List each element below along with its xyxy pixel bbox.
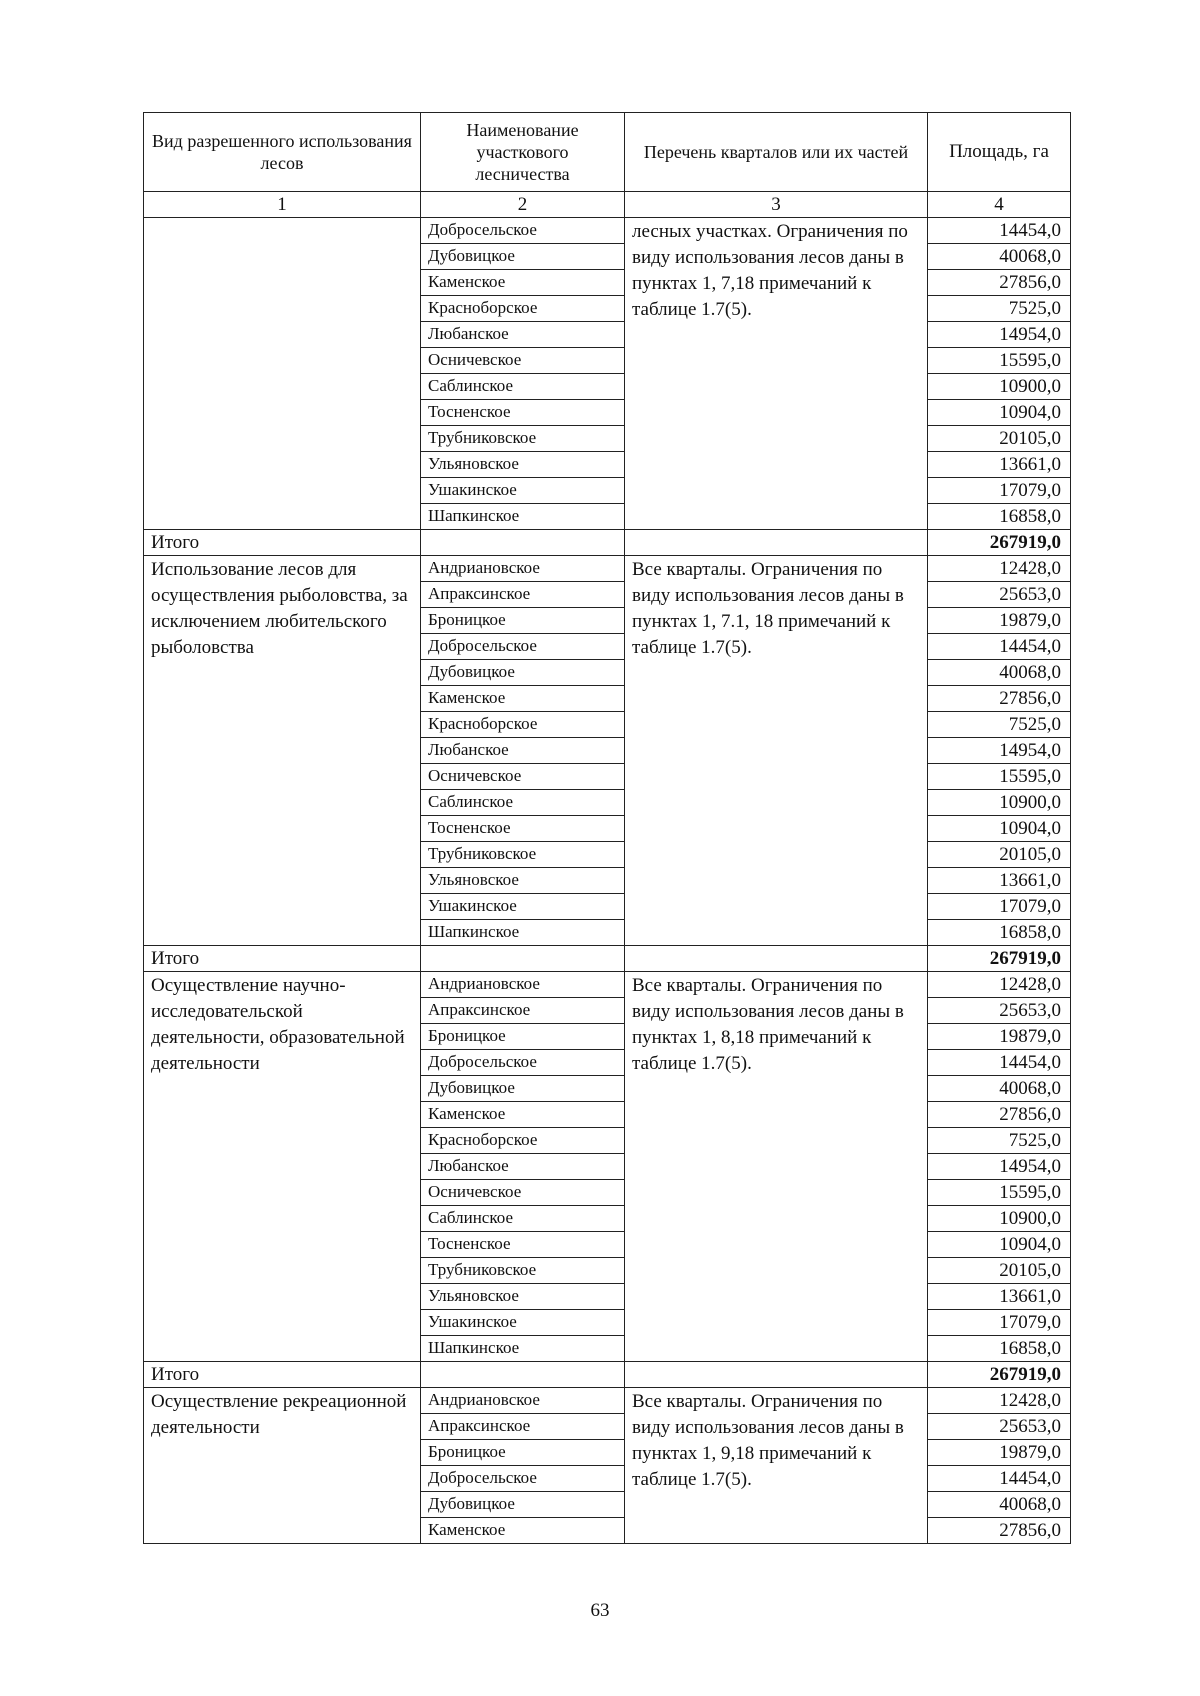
area-value: 25653,0 xyxy=(928,1414,1071,1440)
forestry-name: Андриановское xyxy=(421,556,625,582)
column-number-2: 2 xyxy=(421,192,625,218)
area-value: 16858,0 xyxy=(928,920,1071,946)
total-label: Итого xyxy=(144,530,421,556)
forestry-name: Красноборское xyxy=(421,712,625,738)
forestry-name: Ушакинское xyxy=(421,1310,625,1336)
forestry-name: Осничевское xyxy=(421,764,625,790)
column-number-3: 3 xyxy=(625,192,928,218)
area-value: 13661,0 xyxy=(928,452,1071,478)
total-value: 267919,0 xyxy=(928,530,1071,556)
forestry-name: Шапкинское xyxy=(421,504,625,530)
area-value: 27856,0 xyxy=(928,1102,1071,1128)
total-value: 267919,0 xyxy=(928,1362,1071,1388)
area-value: 10904,0 xyxy=(928,400,1071,426)
area-value: 16858,0 xyxy=(928,1336,1071,1362)
column-number-4: 4 xyxy=(928,192,1071,218)
total-empty-forestry xyxy=(421,530,625,556)
area-value: 25653,0 xyxy=(928,998,1071,1024)
area-value: 27856,0 xyxy=(928,686,1071,712)
area-value: 14454,0 xyxy=(928,1050,1071,1076)
forestry-name: Красноборское xyxy=(421,296,625,322)
header-area: Площадь, га xyxy=(928,113,1071,192)
area-value: 14954,0 xyxy=(928,322,1071,348)
forestry-name: Апраксинское xyxy=(421,582,625,608)
table-body xyxy=(144,113,1071,1544)
forest-use-table xyxy=(143,112,1071,1544)
forestry-name: Любанское xyxy=(421,322,625,348)
area-value: 10904,0 xyxy=(928,1232,1071,1258)
area-value: 15595,0 xyxy=(928,348,1071,374)
area-value: 13661,0 xyxy=(928,1284,1071,1310)
forestry-name: Каменское xyxy=(421,270,625,296)
total-label: Итого xyxy=(144,946,421,972)
quarters-cell: Все кварталы. Ограничения по виду использования лесов даны в пунктах 1, 9,18 примечаний к таблице 1.7(5). xyxy=(625,1388,928,1544)
total-empty-quarters xyxy=(625,530,928,556)
forestry-name: Добросельское xyxy=(421,218,625,244)
forestry-name: Каменское xyxy=(421,1102,625,1128)
header-use-type: Вид разрешенного использования лесов xyxy=(144,113,421,192)
area-value: 40068,0 xyxy=(928,1076,1071,1102)
area-value: 10900,0 xyxy=(928,790,1071,816)
area-value: 40068,0 xyxy=(928,244,1071,270)
area-value: 14954,0 xyxy=(928,738,1071,764)
area-value: 40068,0 xyxy=(928,660,1071,686)
forestry-name: Броницкое xyxy=(421,1440,625,1466)
forestry-name: Любанское xyxy=(421,1154,625,1180)
area-value: 10904,0 xyxy=(928,816,1071,842)
header-quarters: Перечень кварталов или их частей xyxy=(625,113,928,192)
use-type-cell: Использование лесов для осуществления рыболовства, за исключением любительского рыболовства xyxy=(144,556,421,946)
forestry-name: Ульяновское xyxy=(421,1284,625,1310)
forestry-name: Тосненское xyxy=(421,1232,625,1258)
area-value: 20105,0 xyxy=(928,1258,1071,1284)
use-type-cell: Осуществление научно-исследовательской деятельности, образовательной деятельности xyxy=(144,972,421,1362)
forestry-name: Апраксинское xyxy=(421,998,625,1024)
area-value: 17079,0 xyxy=(928,1310,1071,1336)
area-value: 10900,0 xyxy=(928,1206,1071,1232)
forestry-name: Дубовицкое xyxy=(421,660,625,686)
quarters-cell: Все кварталы. Ограничения по виду использования лесов даны в пунктах 1, 8,18 примечаний к таблице 1.7(5). xyxy=(625,972,928,1362)
area-value: 15595,0 xyxy=(928,1180,1071,1206)
area-value: 12428,0 xyxy=(928,972,1071,998)
area-value: 14454,0 xyxy=(928,634,1071,660)
forestry-name: Трубниковское xyxy=(421,426,625,452)
forestry-name: Добросельское xyxy=(421,634,625,660)
area-value: 7525,0 xyxy=(928,296,1071,322)
header-forestry: Наименование участкового лесничества xyxy=(421,113,625,192)
area-value: 14454,0 xyxy=(928,218,1071,244)
area-value: 19879,0 xyxy=(928,608,1071,634)
forestry-name: Саблинское xyxy=(421,374,625,400)
area-value: 19879,0 xyxy=(928,1024,1071,1050)
forestry-name: Любанское xyxy=(421,738,625,764)
forestry-name: Апраксинское xyxy=(421,1414,625,1440)
column-number-1: 1 xyxy=(144,192,421,218)
area-value: 27856,0 xyxy=(928,1518,1071,1544)
area-value: 14954,0 xyxy=(928,1154,1071,1180)
forestry-name: Ульяновское xyxy=(421,452,625,478)
forestry-name: Саблинское xyxy=(421,790,625,816)
header-row xyxy=(144,113,1071,192)
area-value: 16858,0 xyxy=(928,504,1071,530)
forestry-name: Каменское xyxy=(421,686,625,712)
area-value: 19879,0 xyxy=(928,1440,1071,1466)
total-row xyxy=(144,530,1071,556)
total-row xyxy=(144,946,1071,972)
area-value: 25653,0 xyxy=(928,582,1071,608)
table-row xyxy=(144,1388,1071,1414)
area-value: 20105,0 xyxy=(928,842,1071,868)
total-value: 267919,0 xyxy=(928,946,1071,972)
column-number-row xyxy=(144,192,1071,218)
forestry-name: Андриановское xyxy=(421,972,625,998)
quarters-cell: лесных участках. Ограничения по виду использования лесов даны в пунктах 1, 7,18 примечаний к таблице 1.7(5). xyxy=(625,218,928,530)
forestry-name: Броницкое xyxy=(421,1024,625,1050)
table-row xyxy=(144,556,1071,582)
forestry-name: Тосненское xyxy=(421,816,625,842)
forestry-name: Ульяновское xyxy=(421,868,625,894)
area-value: 12428,0 xyxy=(928,556,1071,582)
area-value: 13661,0 xyxy=(928,868,1071,894)
forestry-name: Андриановское xyxy=(421,1388,625,1414)
forestry-name: Трубниковское xyxy=(421,1258,625,1284)
area-value: 17079,0 xyxy=(928,478,1071,504)
table-row xyxy=(144,218,1071,244)
area-value: 7525,0 xyxy=(928,712,1071,738)
forestry-name: Дубовицкое xyxy=(421,244,625,270)
use-type-cell xyxy=(144,218,421,530)
table-row xyxy=(144,972,1071,998)
page-number: 63 xyxy=(590,1600,610,1621)
forestry-name: Трубниковское xyxy=(421,842,625,868)
area-value: 27856,0 xyxy=(928,270,1071,296)
area-value: 15595,0 xyxy=(928,764,1071,790)
forestry-name: Ушакинское xyxy=(421,894,625,920)
forestry-name: Шапкинское xyxy=(421,1336,625,1362)
total-label: Итого xyxy=(144,1362,421,1388)
forestry-name: Добросельское xyxy=(421,1050,625,1076)
forestry-name: Дубовицкое xyxy=(421,1076,625,1102)
total-empty-forestry xyxy=(421,946,625,972)
total-empty-forestry xyxy=(421,1362,625,1388)
forestry-name: Саблинское xyxy=(421,1206,625,1232)
forestry-name: Добросельское xyxy=(421,1466,625,1492)
use-type-cell: Осуществление рекреационной деятельности xyxy=(144,1388,421,1544)
area-value: 40068,0 xyxy=(928,1492,1071,1518)
forestry-name: Осничевское xyxy=(421,348,625,374)
total-empty-quarters xyxy=(625,1362,928,1388)
area-value: 17079,0 xyxy=(928,894,1071,920)
total-row xyxy=(144,1362,1071,1388)
forestry-name: Тосненское xyxy=(421,400,625,426)
quarters-cell: Все кварталы. Ограничения по виду использования лесов даны в пунктах 1, 7.1, 18 примечаний к таблице 1.7(5). xyxy=(625,556,928,946)
forestry-name: Шапкинское xyxy=(421,920,625,946)
forestry-name: Каменское xyxy=(421,1518,625,1544)
total-empty-quarters xyxy=(625,946,928,972)
forestry-name: Красноборское xyxy=(421,1128,625,1154)
area-value: 20105,0 xyxy=(928,426,1071,452)
area-value: 12428,0 xyxy=(928,1388,1071,1414)
area-value: 7525,0 xyxy=(928,1128,1071,1154)
forestry-name: Осничевское xyxy=(421,1180,625,1206)
area-value: 10900,0 xyxy=(928,374,1071,400)
forestry-name: Дубовицкое xyxy=(421,1492,625,1518)
area-value: 14454,0 xyxy=(928,1466,1071,1492)
forestry-name: Ушакинское xyxy=(421,478,625,504)
forestry-name: Броницкое xyxy=(421,608,625,634)
